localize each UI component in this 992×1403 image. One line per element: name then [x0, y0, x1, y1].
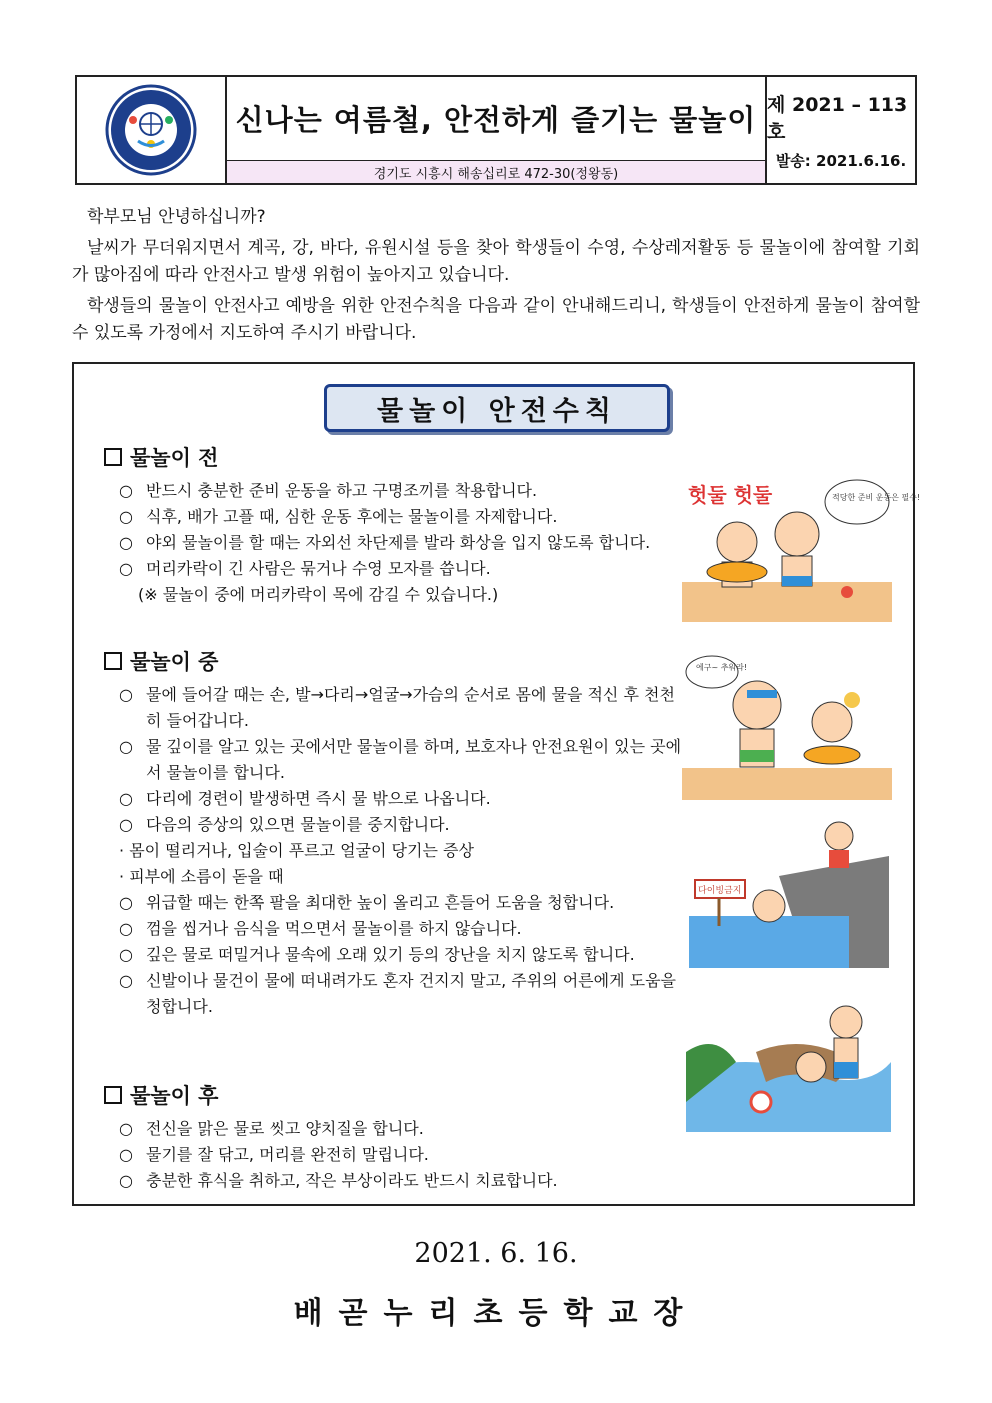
- list-item: ○ 전신을 맑은 물로 씻고 양치질을 합니다.: [119, 1119, 424, 1138]
- greeting: 학부모님 안녕하십니까?: [87, 207, 266, 227]
- list-item: ○ 머리카락이 긴 사람은 묶거나 수영 모자를 씁니다.: [119, 559, 491, 578]
- list-item: ○ 식후, 배가 고플 때, 심한 운동 후에는 물놀이를 자제합니다.: [119, 507, 558, 526]
- box-title: 물놀이 안전수칙: [324, 384, 670, 432]
- list-item: ○ 충분한 휴식을 취하고, 작은 부상이라도 반드시 치료합니다.: [119, 1171, 558, 1190]
- svg-text:헛둘 헛둘: 헛둘 헛둘: [688, 483, 773, 507]
- list-item: ○ 다음의 증상의 있으면 물놀이를 중지합니다.: [119, 815, 450, 834]
- section-heading: 물놀이 전: [130, 446, 219, 470]
- checkbox-square-icon: [104, 448, 122, 466]
- sub-item: · 몸이 떨리거나, 입술이 푸르고 얼굴이 당기는 증상: [119, 841, 474, 860]
- svg-text:다이빙금지: 다이빙금지: [698, 886, 742, 896]
- svg-text:적당한 준비 운동은 필수!: 적당한 준비 운동은 필수!: [832, 493, 921, 502]
- document-header: [75, 75, 917, 185]
- svg-text:에구~ 추워라!: 에구~ 추워라!: [696, 663, 748, 672]
- checkbox-square-icon: [104, 652, 122, 670]
- warmup-illustration: [682, 472, 921, 622]
- issue-date: 발송: 2021.6.16.: [775, 151, 907, 170]
- list-item: ○ 물 깊이를 알고 있는 곳에서만 물놀이를 하며, 보호자나 안전요원이 있는 곳에서 물놀이를 합니다.: [119, 737, 682, 782]
- intro-text: [72, 204, 920, 351]
- list-item: ○ 야외 물놀이를 할 때는 자외선 차단제를 발라 화상을 입지 않도록 합니다.: [119, 533, 651, 552]
- section-during: [104, 646, 684, 1020]
- section-heading: 물놀이 후: [130, 1084, 219, 1108]
- list-item: ○ 반드시 충분한 준비 운동을 하고 구명조끼를 착용합니다.: [119, 481, 538, 500]
- list-item: ○ 껌을 씹거나 음식을 먹으면서 물놀이를 하지 않습니다.: [119, 919, 522, 938]
- safety-rules-box: [72, 362, 921, 1206]
- section-before: [104, 442, 684, 608]
- list-item: ○ 깊은 물로 떠밀거나 물속에 오래 있기 등의 장난을 치지 않도록 합니다.: [119, 945, 635, 964]
- diving-warning-illustration: [689, 816, 889, 968]
- school-address: 경기도 시흥시 해송십리로 472-30(정왕동): [227, 160, 765, 183]
- list-item: ○ 물기를 잘 닦고, 머리를 완전히 말립니다.: [119, 1145, 429, 1164]
- document-title: 신나는 여름철, 안전하게 즐기는 물놀이: [235, 103, 757, 137]
- intro-paragraph: 학생들의 물놀이 안전사고 예방을 위한 안전수칙을 다음과 같이 안내해드리니, 학생들이 안전하게 물놀이 참여할 수 있도록 가정에서 지도하여 주시기 바랍니다.: [72, 296, 920, 343]
- school-logo: [105, 84, 197, 176]
- section-heading: 물놀이 중: [130, 650, 219, 674]
- checkbox-square-icon: [104, 1086, 122, 1104]
- school-logo-cell: [77, 77, 227, 183]
- sub-item: · 피부에 소름이 돋을 때: [119, 867, 284, 886]
- list-item: ○ 물에 들어갈 때는 손, 발→다리→얼굴→가슴의 순서로 몸에 물을 적신 후 천천히 들어갑니다.: [119, 685, 675, 730]
- list-item: ○ 다리에 경련이 발생하면 즉시 물 밖으로 나옵니다.: [119, 789, 491, 808]
- section-after: [104, 1080, 684, 1194]
- issue-number: 제 2021 – 113호: [767, 93, 908, 143]
- stream-illustration: [686, 992, 891, 1132]
- document-date: 2021. 6. 16.: [414, 1238, 578, 1269]
- list-item: ○ 위급할 때는 한쪽 팔을 최대한 높이 올리고 흔들어 도움을 청합니다.: [119, 893, 615, 912]
- intro-paragraph: 날씨가 무더워지면서 계곡, 강, 바다, 유원시설 등을 찾아 학생들이 수영, 수상레저활동 등 물놀이에 참여할 기회가 많아짐에 따라 안전사고 발생 위험이 높아지고 있습니다.: [72, 238, 920, 285]
- principal-signature: 배곧누리초등학교장: [293, 1296, 699, 1331]
- list-item: ○ 신발이나 물건이 물에 떠내려가도 혼자 건지지 말고, 주위의 어른에게 도움을 청합니다.: [119, 971, 676, 1016]
- note: (※ 물놀이 중에 머리카락이 목에 감길 수 있습니다.): [138, 585, 499, 604]
- cold-children-illustration: [682, 650, 892, 800]
